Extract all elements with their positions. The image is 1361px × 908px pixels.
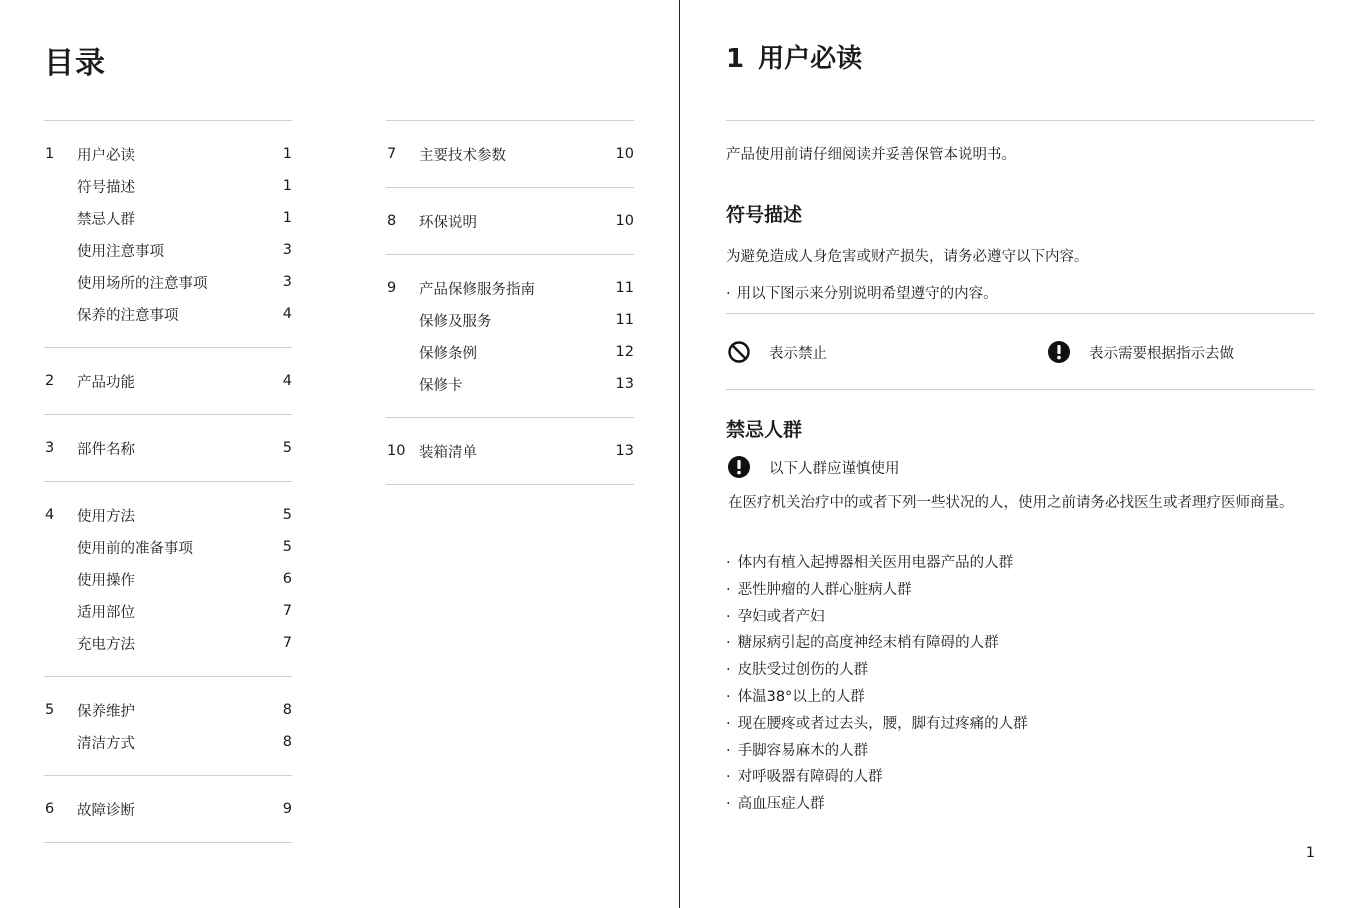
toc-entry-number: 4 xyxy=(45,507,55,523)
toc-entry-page: 3 xyxy=(282,242,292,258)
toc-entry[interactable] xyxy=(44,365,292,397)
toc-entry-label: 充电方法 xyxy=(77,636,135,653)
toc-entry-page: 1 xyxy=(282,146,292,162)
toc-entry[interactable] xyxy=(44,726,292,758)
toc-group xyxy=(44,120,292,347)
toc-entry[interactable] xyxy=(386,138,634,170)
list-item: · 现在腰疼或者过去头，腰，脚有过疼痛的人群 xyxy=(726,711,1028,738)
toc-entry[interactable] xyxy=(44,694,292,726)
toc-entry-label: 主要技术参数 xyxy=(419,147,506,164)
list-item: · 糖尿病引起的高度神经末梢有障碍的人群 xyxy=(726,630,1028,657)
toc-entry[interactable] xyxy=(386,336,634,368)
toc-group xyxy=(386,417,634,485)
toc-entry-page: 3 xyxy=(282,274,292,290)
toc-entry-page: 5 xyxy=(282,440,292,456)
toc-entry-page: 12 xyxy=(615,344,634,360)
toc-group xyxy=(386,120,634,187)
symbols-description: 为避免造成人身危害或财产损失，请务必遵守以下内容。 xyxy=(726,249,1089,265)
toc-entry[interactable] xyxy=(386,272,634,304)
list-item: · 恶性肿瘤的人群心脏病人群 xyxy=(726,577,1028,604)
toc-entry-label: 故障诊断 xyxy=(77,802,135,819)
toc-entry-page: 11 xyxy=(615,280,634,296)
toc-column-1 xyxy=(44,120,292,843)
toc-entry-label: 使用前的准备事项 xyxy=(77,540,193,557)
toc-column-2 xyxy=(386,120,634,485)
toc-entry-page: 4 xyxy=(282,306,292,322)
toc-entry-page: 9 xyxy=(282,801,292,817)
toc-entry[interactable] xyxy=(386,368,634,400)
prohibit-label: 表示禁止 xyxy=(769,345,827,362)
instruct-symbol-row xyxy=(1047,340,1234,364)
toc-entry-number: 7 xyxy=(387,146,397,162)
toc-entry-number: 9 xyxy=(387,280,397,296)
toc-entry-number: 3 xyxy=(45,440,55,456)
caution-text: 以下人群应谨慎使用 xyxy=(769,460,900,477)
section-number: 1 xyxy=(726,44,745,74)
toc-title: 目录 xyxy=(44,46,106,81)
toc-group xyxy=(44,347,292,414)
toc-entry-page: 1 xyxy=(282,210,292,226)
contraindications-heading: 禁忌人群 xyxy=(726,419,803,441)
toc-entry-label: 产品保修服务指南 xyxy=(419,281,535,298)
section-title-text: 用户必读 xyxy=(758,44,863,74)
toc-entry-number: 1 xyxy=(45,146,55,162)
toc-group xyxy=(44,414,292,481)
toc-entry[interactable] xyxy=(44,627,292,659)
toc-entry[interactable] xyxy=(386,435,634,467)
toc-entry-number: 10 xyxy=(387,443,406,459)
consult-paragraph: 在医疗机关治疗中的或者下列一些状况的人，使用之前请务必找医生或者理疗医师商量。 xyxy=(728,495,1294,511)
toc-entry-page: 7 xyxy=(282,603,292,619)
content-page xyxy=(681,0,1361,908)
toc-entry-number: 2 xyxy=(45,373,55,389)
toc-entry[interactable] xyxy=(44,298,292,330)
toc-entry[interactable] xyxy=(44,793,292,825)
toc-entry-label: 保修卡 xyxy=(419,377,463,394)
toc-entry-page: 13 xyxy=(615,443,634,459)
toc-entry-label: 符号描述 xyxy=(77,179,135,196)
section-title xyxy=(726,38,862,75)
toc-entry[interactable] xyxy=(386,304,634,336)
toc-entry-number: 6 xyxy=(45,801,55,817)
toc-entry-number: 8 xyxy=(387,213,397,229)
toc-entry-page: 1 xyxy=(282,178,292,194)
list-item: · 高血压症人群 xyxy=(726,791,1028,818)
instruct-label: 表示需要根据指示去做 xyxy=(1089,345,1234,362)
divider xyxy=(726,389,1315,390)
toc-entry[interactable] xyxy=(386,205,634,237)
page-number: 1 xyxy=(1305,845,1315,861)
toc-entry-page: 8 xyxy=(282,702,292,718)
list-item: · 体内有植入起搏器相关医用电器产品的人群 xyxy=(726,550,1028,577)
list-item: · 对呼吸器有障碍的人群 xyxy=(726,764,1028,791)
toc-entry-page: 6 xyxy=(282,571,292,587)
toc-entry[interactable] xyxy=(44,170,292,202)
toc-entry[interactable] xyxy=(44,595,292,627)
toc-entry-page: 10 xyxy=(615,146,634,162)
toc-page xyxy=(0,0,680,908)
toc-entry-page: 4 xyxy=(282,373,292,389)
toc-entry[interactable] xyxy=(44,234,292,266)
toc-entry-page: 5 xyxy=(282,507,292,523)
divider xyxy=(726,120,1315,121)
toc-entry[interactable] xyxy=(44,531,292,563)
toc-group xyxy=(386,254,634,417)
toc-entry-page: 7 xyxy=(282,635,292,651)
toc-entry-label: 保修及服务 xyxy=(419,313,492,330)
toc-entry-label: 产品功能 xyxy=(77,374,135,391)
prohibit-icon xyxy=(727,340,751,364)
toc-entry-label: 保养维护 xyxy=(77,703,135,720)
list-item: · 体温38°以上的人群 xyxy=(726,684,1028,711)
toc-entry-label: 清洁方式 xyxy=(77,735,135,752)
toc-entry-page: 13 xyxy=(615,376,634,392)
toc-entry[interactable] xyxy=(44,499,292,531)
toc-entry-page: 11 xyxy=(615,312,634,328)
toc-entry-label: 用户必读 xyxy=(77,147,135,164)
toc-entry-label: 部件名称 xyxy=(77,441,135,458)
intro-text: 产品使用前请仔细阅读并妥善保管本说明书。 xyxy=(726,147,1016,163)
toc-entry-page: 5 xyxy=(282,539,292,555)
exclamation-icon xyxy=(1047,340,1071,364)
toc-entry-label: 禁忌人群 xyxy=(77,211,135,228)
toc-entry-label: 使用场所的注意事项 xyxy=(77,275,208,292)
toc-entry[interactable] xyxy=(44,563,292,595)
toc-entry-label: 使用注意事项 xyxy=(77,243,164,260)
toc-entry[interactable] xyxy=(44,202,292,234)
toc-group xyxy=(44,775,292,843)
divider xyxy=(726,313,1315,314)
toc-entry[interactable] xyxy=(44,138,292,170)
toc-entry-label: 环保说明 xyxy=(419,214,477,231)
toc-group xyxy=(386,187,634,254)
toc-entry[interactable] xyxy=(44,432,292,464)
toc-group xyxy=(44,676,292,775)
toc-entry-number: 5 xyxy=(45,702,55,718)
symbols-heading: 符号描述 xyxy=(726,204,803,226)
toc-entry-label: 保修条例 xyxy=(419,345,477,362)
exclamation-icon xyxy=(727,455,751,479)
toc-entry-label: 装箱清单 xyxy=(419,444,477,461)
toc-entry-label: 保养的注意事项 xyxy=(77,307,179,324)
toc-entry-page: 8 xyxy=(282,734,292,750)
toc-entry-page: 10 xyxy=(615,213,634,229)
symbols-note: · 用以下图示来分别说明希望遵守的内容。 xyxy=(726,282,998,303)
list-item: · 皮肤受过创伤的人群 xyxy=(726,657,1028,684)
caution-row xyxy=(727,455,900,479)
toc-group xyxy=(44,481,292,676)
list-item: · 手脚容易麻木的人群 xyxy=(726,738,1028,765)
toc-entry[interactable] xyxy=(44,266,292,298)
contraindications-list xyxy=(726,550,1028,818)
toc-entry-label: 适用部位 xyxy=(77,604,135,621)
list-item: · 孕妇或者产妇 xyxy=(726,604,1028,631)
toc-entry-label: 使用方法 xyxy=(77,508,135,525)
toc-entry-label: 使用操作 xyxy=(77,572,135,589)
prohibit-symbol-row xyxy=(727,340,827,364)
